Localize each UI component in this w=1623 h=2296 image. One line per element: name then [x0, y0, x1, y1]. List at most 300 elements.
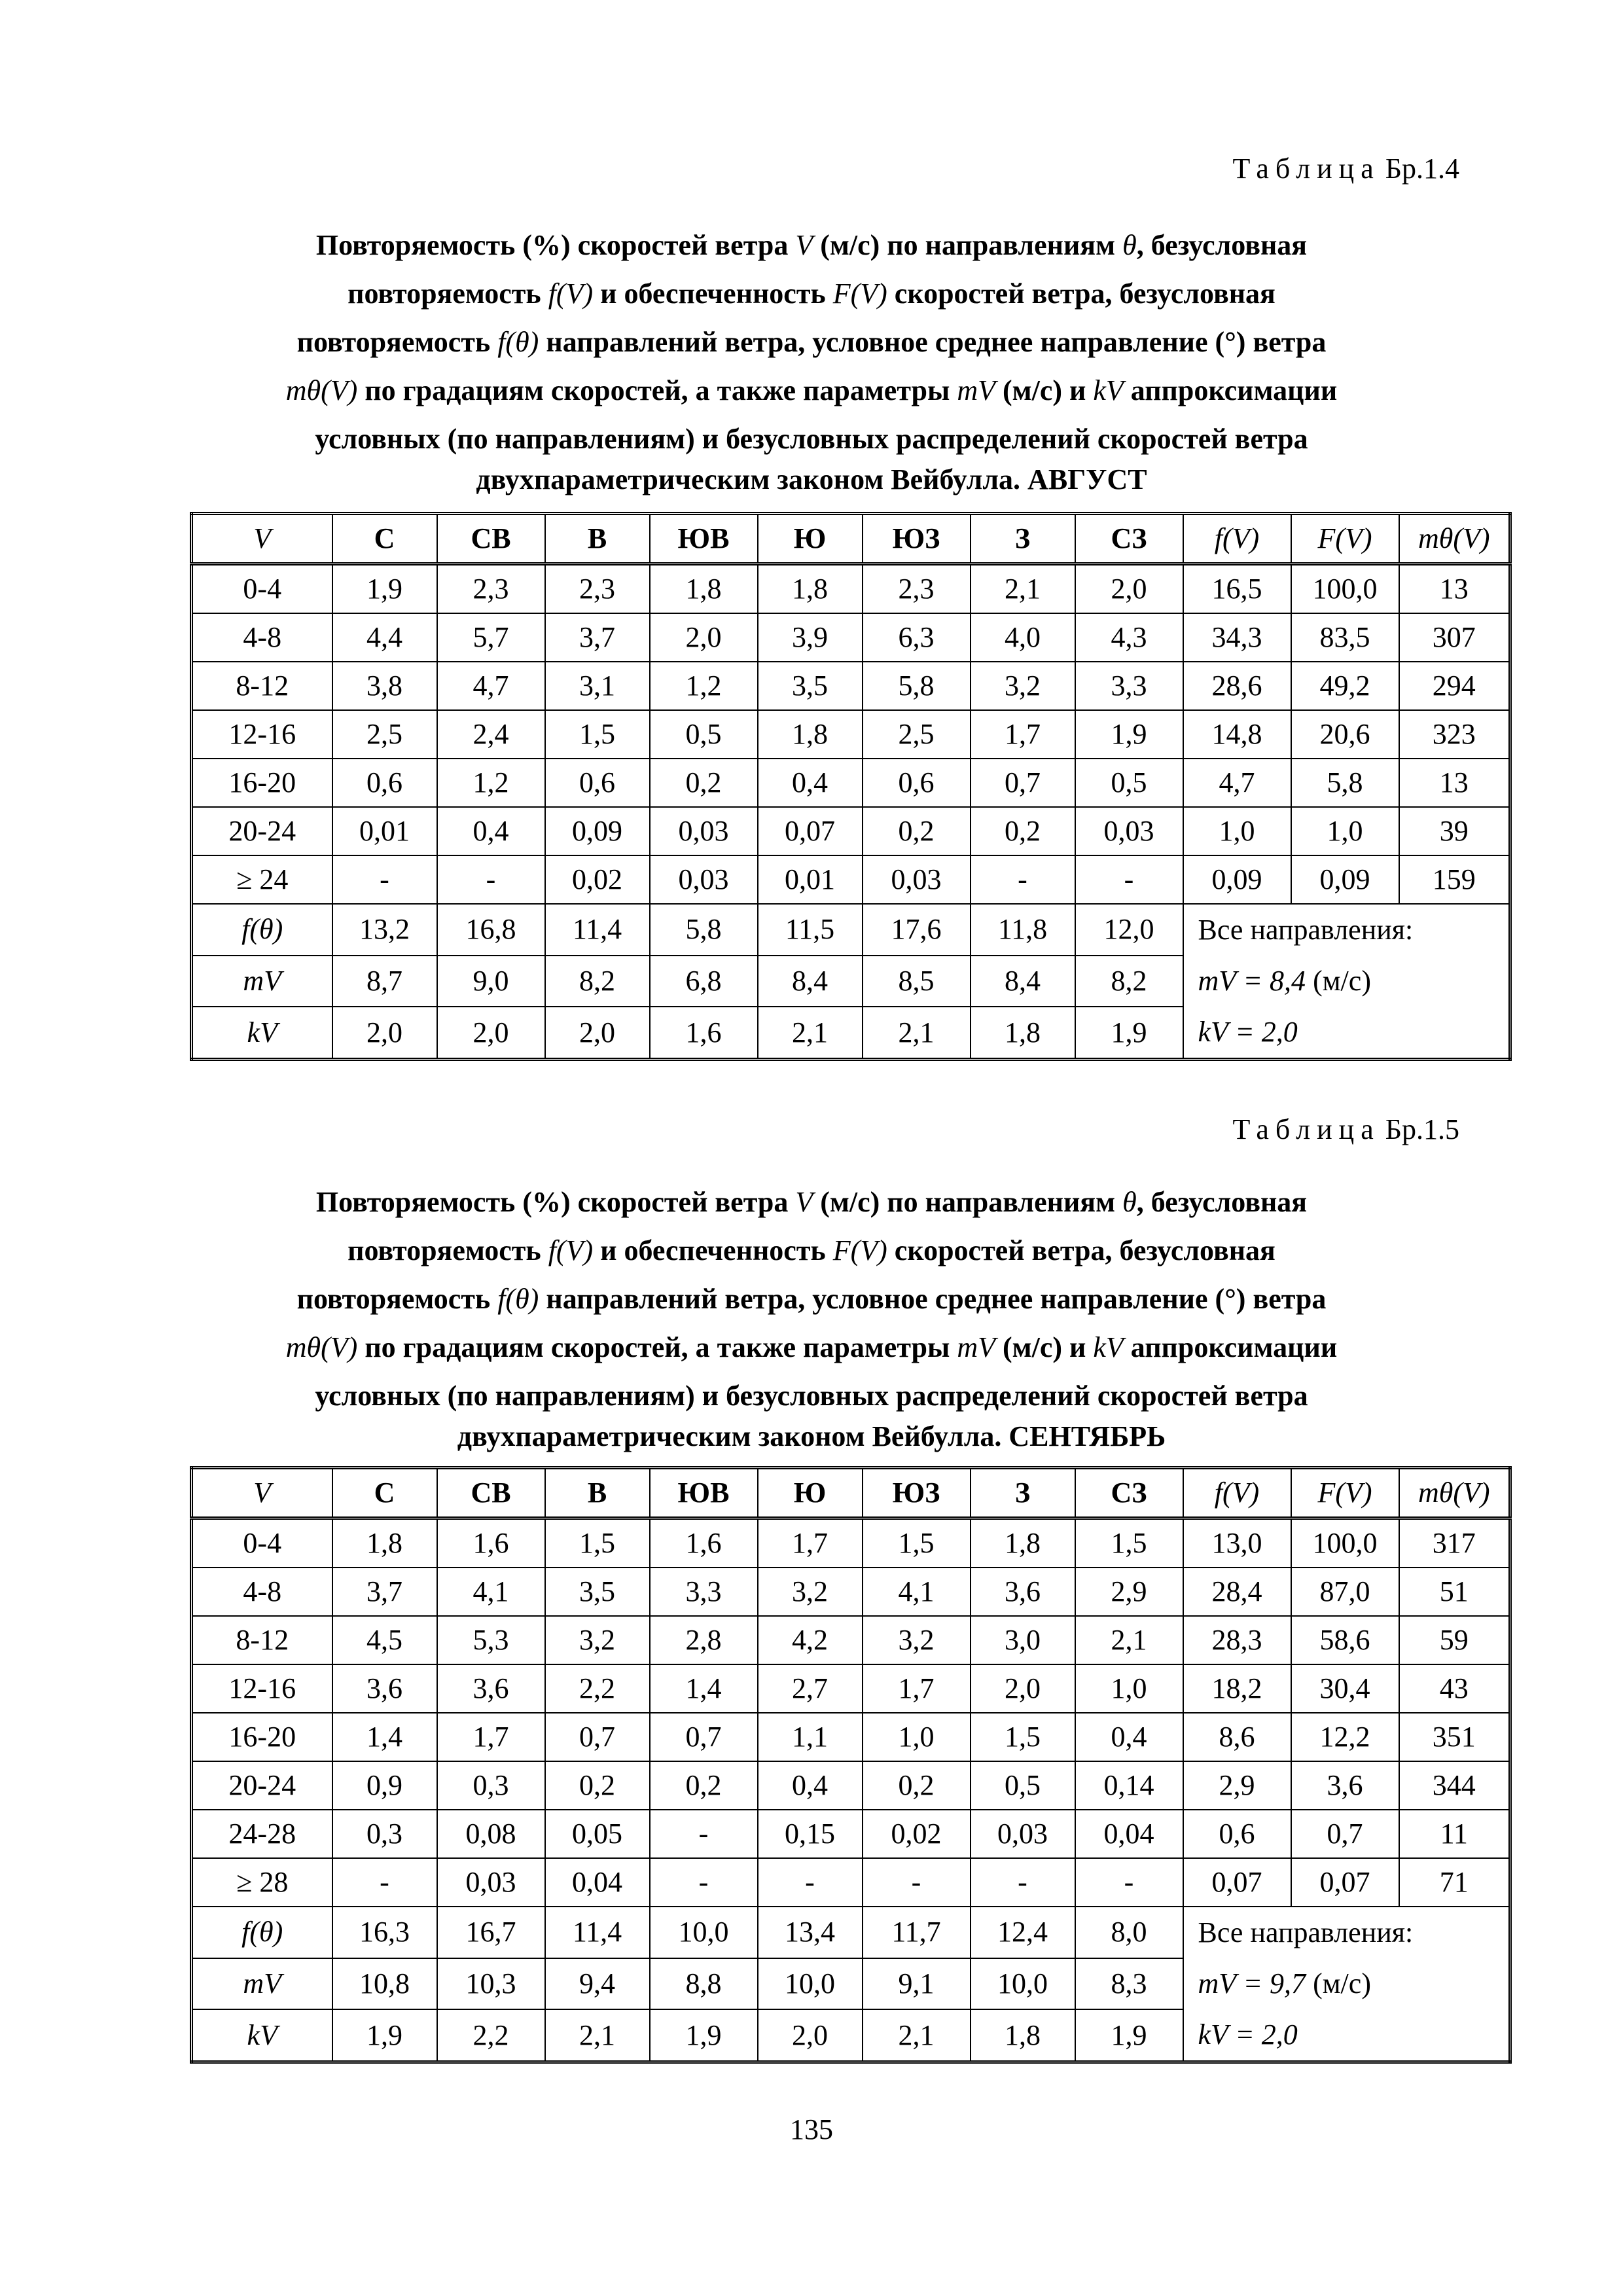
value-cell: 3,6	[971, 1568, 1075, 1616]
header-cell: СЗ	[1075, 514, 1183, 564]
value-cell: 87,0	[1291, 1568, 1399, 1616]
param-value-cell: 1,9	[650, 2009, 758, 2062]
param-value-cell: 2,2	[437, 2009, 545, 2062]
value-cell: 2,3	[545, 564, 650, 614]
value-cell: 344	[1399, 1761, 1510, 1810]
param-value-cell: 9,4	[545, 1958, 650, 2010]
value-cell: 28,3	[1183, 1616, 1291, 1664]
header-cell: f(V)	[1183, 514, 1291, 564]
header-cell: СЗ	[1075, 1468, 1183, 1518]
param-value-cell: 8,7	[332, 956, 437, 1007]
value-cell: 1,7	[863, 1664, 971, 1713]
value-cell: 1,6	[437, 1518, 545, 1568]
value-cell: 0,03	[863, 855, 971, 904]
summary-title: Все направления:	[1198, 1916, 1414, 1948]
value-cell: 0,5	[650, 710, 758, 759]
value-cell: 1,8	[332, 1518, 437, 1568]
speed-range-cell: ≥ 24	[192, 855, 332, 904]
value-cell: 0,7	[650, 1713, 758, 1761]
value-cell: 0,2	[863, 1761, 971, 1810]
value-cell: 0,7	[971, 759, 1075, 807]
value-cell: 0,09	[545, 807, 650, 855]
header-cell: ЮЗ	[863, 514, 971, 564]
table-label	[1233, 1113, 1459, 1146]
param-value-cell: 2,0	[332, 1007, 437, 1059]
value-cell: 2,5	[332, 710, 437, 759]
param-value-cell: 8,3	[1075, 1958, 1183, 2010]
param-value-cell: 1,8	[971, 2009, 1075, 2062]
value-cell: 3,7	[332, 1568, 437, 1616]
value-cell: 0,2	[650, 759, 758, 807]
header-cell: С	[332, 514, 437, 564]
wind-table-september	[190, 1466, 1512, 2064]
page-number: 135	[790, 2113, 833, 2145]
value-cell: 0,4	[758, 1761, 863, 1810]
value-cell: 59	[1399, 1616, 1510, 1664]
value-cell: 3,6	[437, 1664, 545, 1713]
value-cell: 0,6	[545, 759, 650, 807]
summary-mv	[1198, 1958, 1509, 2009]
value-cell: 1,5	[971, 1713, 1075, 1761]
value-cell: 0,03	[1075, 807, 1183, 855]
header-cell: СВ	[437, 514, 545, 564]
value-cell: 0,07	[1291, 1858, 1399, 1907]
table-label-number: Бр.1.4	[1385, 152, 1459, 185]
value-cell: 2,1	[971, 564, 1075, 614]
value-cell: 4,2	[758, 1616, 863, 1664]
speed-range-cell: 12-16	[192, 710, 332, 759]
value-cell: 0,4	[437, 807, 545, 855]
value-cell: 307	[1399, 613, 1510, 662]
speed-range-cell: 4-8	[192, 1568, 332, 1616]
param-value-cell: 16,8	[437, 904, 545, 956]
value-cell: 0,02	[545, 855, 650, 904]
value-cell: 6,3	[863, 613, 971, 662]
header-cell: З	[971, 514, 1075, 564]
speed-range-cell: 4-8	[192, 613, 332, 662]
table-row	[192, 1568, 1510, 1616]
caption-line-5: условных (по направлениям) и безусловных распределений скоростей ветра	[315, 423, 1308, 455]
param-value-cell: 10,3	[437, 1958, 545, 2010]
param-value-cell: 2,1	[545, 2009, 650, 2062]
value-cell: 3,2	[863, 1616, 971, 1664]
header-cell: V	[192, 514, 332, 564]
header-cell: f(V)	[1183, 1468, 1291, 1518]
value-cell: 5,3	[437, 1616, 545, 1664]
value-cell: 1,7	[437, 1713, 545, 1761]
param-value-cell: 11,4	[545, 1907, 650, 1958]
param-value-cell: 13,4	[758, 1907, 863, 1958]
value-cell: 1,5	[545, 1518, 650, 1568]
value-cell: 2,0	[971, 1664, 1075, 1713]
value-cell: 4,4	[332, 613, 437, 662]
caption-line-1: Повторяемость (%) скоростей ветра V (м/с) по направлениям θ, безусловная	[315, 229, 1308, 261]
speed-range-cell: 24-28	[192, 1810, 332, 1858]
param-value-cell: 2,1	[758, 1007, 863, 1059]
param-value-cell: 6,8	[650, 956, 758, 1007]
table-caption	[164, 1178, 1459, 1453]
param-value-cell: 2,1	[863, 1007, 971, 1059]
value-cell: 43	[1399, 1664, 1510, 1713]
param-value-cell: 1,9	[1075, 1007, 1183, 1059]
caption-line-6: двухпараметрическим законом Вейбулла. АВГУСТ	[476, 463, 1147, 495]
value-cell: 3,1	[545, 662, 650, 710]
value-cell: -	[332, 855, 437, 904]
value-cell: 0,01	[332, 807, 437, 855]
value-cell: 3,0	[971, 1616, 1075, 1664]
value-cell: 2,8	[650, 1616, 758, 1664]
speed-range-cell: 16-20	[192, 759, 332, 807]
value-cell: 323	[1399, 710, 1510, 759]
table-row	[192, 1518, 1510, 1568]
value-cell: 0,07	[1183, 1858, 1291, 1907]
param-value-cell: 8,4	[971, 956, 1075, 1007]
value-cell: 39	[1399, 807, 1510, 855]
summary-cell	[1183, 1907, 1510, 2062]
value-cell: 1,5	[1075, 1518, 1183, 1568]
value-cell: 2,3	[863, 564, 971, 614]
value-cell: 1,5	[863, 1518, 971, 1568]
value-cell: -	[1075, 1858, 1183, 1907]
value-cell: 1,5	[545, 710, 650, 759]
value-cell: -	[971, 1858, 1075, 1907]
header-cell: F(V)	[1291, 514, 1399, 564]
param-value-cell: 11,4	[545, 904, 650, 956]
value-cell: 11	[1399, 1810, 1510, 1858]
param-value-cell: 11,7	[863, 1907, 971, 1958]
value-cell: 18,2	[1183, 1664, 1291, 1713]
value-cell: 100,0	[1291, 1518, 1399, 1568]
caption-line-2: повторяемость f(V) и обеспеченность F(V) скоростей ветра, безусловная	[348, 278, 1275, 310]
table-row	[192, 807, 1510, 855]
param-value-cell: 8,2	[1075, 956, 1183, 1007]
value-cell: 0,2	[971, 807, 1075, 855]
param-name-cell: mV	[192, 956, 332, 1007]
value-cell: 1,9	[1075, 710, 1183, 759]
value-cell: 0,6	[863, 759, 971, 807]
value-cell: 30,4	[1291, 1664, 1399, 1713]
param-name-cell: kV	[192, 2009, 332, 2062]
table-row	[192, 662, 1510, 710]
param-value-cell: 2,0	[437, 1007, 545, 1059]
value-cell: 4,7	[437, 662, 545, 710]
value-cell: 351	[1399, 1713, 1510, 1761]
summary-mv-unit: (м/с)	[1313, 965, 1371, 997]
value-cell: 4,7	[1183, 759, 1291, 807]
value-cell: 2,9	[1183, 1761, 1291, 1810]
table-header-row	[192, 514, 1510, 564]
summary-mv-value: mV = 8,4	[1198, 965, 1306, 997]
value-cell: 0,6	[1183, 1810, 1291, 1858]
value-cell: 2,1	[1075, 1616, 1183, 1664]
value-cell: 2,9	[1075, 1568, 1183, 1616]
summary-kv	[1198, 1007, 1509, 1058]
value-cell: 0,5	[971, 1761, 1075, 1810]
header-cell: СВ	[437, 1468, 545, 1518]
param-value-cell: 8,0	[1075, 1907, 1183, 1958]
value-cell: -	[332, 1858, 437, 1907]
param-value-cell: 10,0	[650, 1907, 758, 1958]
table-caption	[164, 221, 1459, 496]
value-cell: 2,4	[437, 710, 545, 759]
value-cell: 51	[1399, 1568, 1510, 1616]
caption-line-5: условных (по направлениям) и безусловных распределений скоростей ветра	[315, 1380, 1308, 1412]
summary-title: Все направления:	[1198, 914, 1414, 946]
header-cell: F(V)	[1291, 1468, 1399, 1518]
header-cell: Ю	[758, 1468, 863, 1518]
value-cell: 294	[1399, 662, 1510, 710]
speed-range-cell: ≥ 28	[192, 1858, 332, 1907]
param-name-cell: f(θ)	[192, 1907, 332, 1958]
value-cell: 0,09	[1291, 855, 1399, 904]
value-cell: 3,2	[545, 1616, 650, 1664]
value-cell: 1,2	[437, 759, 545, 807]
table-row	[192, 1810, 1510, 1858]
value-cell: 1,0	[863, 1713, 971, 1761]
value-cell: 13	[1399, 759, 1510, 807]
value-cell: 1,0	[1291, 807, 1399, 855]
value-cell: 8,6	[1183, 1713, 1291, 1761]
value-cell: 1,8	[650, 564, 758, 614]
param-value-cell: 8,4	[758, 956, 863, 1007]
value-cell: 0,01	[758, 855, 863, 904]
value-cell: 2,2	[545, 1664, 650, 1713]
value-cell: 3,9	[758, 613, 863, 662]
value-cell: 13	[1399, 564, 1510, 614]
value-cell: 34,3	[1183, 613, 1291, 662]
param-value-cell: 10,0	[971, 1958, 1075, 2010]
header-cell: Ю	[758, 514, 863, 564]
value-cell: 4,0	[971, 613, 1075, 662]
speed-range-cell: 8-12	[192, 662, 332, 710]
value-cell: 3,3	[650, 1568, 758, 1616]
value-cell: 20,6	[1291, 710, 1399, 759]
value-cell: 0,3	[437, 1761, 545, 1810]
value-cell: 3,7	[545, 613, 650, 662]
value-cell: 0,03	[650, 807, 758, 855]
value-cell: 3,6	[332, 1664, 437, 1713]
table-row	[192, 564, 1510, 614]
header-cell: ЮВ	[650, 1468, 758, 1518]
param-value-cell: 10,8	[332, 1958, 437, 2010]
value-cell: -	[863, 1858, 971, 1907]
value-cell: 0,07	[758, 807, 863, 855]
header-cell: З	[971, 1468, 1075, 1518]
value-cell: 28,4	[1183, 1568, 1291, 1616]
value-cell: 16,5	[1183, 564, 1291, 614]
summary-mv-value: mV = 9,7	[1198, 1967, 1306, 2000]
table-label	[1233, 152, 1459, 185]
value-cell: 1,4	[650, 1664, 758, 1713]
value-cell: 0,3	[332, 1810, 437, 1858]
value-cell: 0,03	[971, 1810, 1075, 1858]
table-row	[192, 1616, 1510, 1664]
table-row	[192, 1761, 1510, 1810]
value-cell: -	[650, 1810, 758, 1858]
value-cell: 0,08	[437, 1810, 545, 1858]
header-cell: ЮВ	[650, 514, 758, 564]
value-cell: -	[437, 855, 545, 904]
value-cell: 3,2	[971, 662, 1075, 710]
header-cell: mθ(V)	[1399, 1468, 1510, 1518]
value-cell: 0,5	[1075, 759, 1183, 807]
param-value-cell: 1,9	[1075, 2009, 1183, 2062]
value-cell: -	[758, 1858, 863, 1907]
value-cell: 4,5	[332, 1616, 437, 1664]
header-cell: В	[545, 1468, 650, 1518]
param-value-cell: 2,1	[863, 2009, 971, 2062]
summary-kv-value: kV = 2,0	[1198, 2018, 1298, 2051]
summary-kv-value: kV = 2,0	[1198, 1016, 1298, 1048]
table-label-word: Таблица	[1232, 1113, 1380, 1145]
value-cell: 1,7	[971, 710, 1075, 759]
value-cell: 58,6	[1291, 1616, 1399, 1664]
speed-range-cell: 16-20	[192, 1713, 332, 1761]
value-cell: 0,09	[1183, 855, 1291, 904]
value-cell: 3,2	[758, 1568, 863, 1616]
header-cell: V	[192, 1468, 332, 1518]
param-value-cell: 8,2	[545, 956, 650, 1007]
param-name-cell: kV	[192, 1007, 332, 1059]
speed-range-cell: 20-24	[192, 807, 332, 855]
param-value-cell: 17,6	[863, 904, 971, 956]
caption-line-3: повторяемость f(θ) направлений ветра, условное среднее направление (°) ветра	[296, 326, 1327, 358]
table-row	[192, 1713, 1510, 1761]
value-cell: 2,0	[1075, 564, 1183, 614]
header-cell: С	[332, 1468, 437, 1518]
param-row	[192, 904, 1510, 956]
param-value-cell: 12,0	[1075, 904, 1183, 956]
param-value-cell: 2,0	[545, 1007, 650, 1059]
param-value-cell: 1,8	[971, 1007, 1075, 1059]
value-cell: 3,5	[545, 1568, 650, 1616]
value-cell: 0,7	[1291, 1810, 1399, 1858]
value-cell: 1,0	[1075, 1664, 1183, 1713]
summary-kv	[1198, 2009, 1509, 2060]
summary-cell	[1183, 904, 1510, 1060]
value-cell: 317	[1399, 1518, 1510, 1568]
value-cell: 100,0	[1291, 564, 1399, 614]
param-value-cell: 1,6	[650, 1007, 758, 1059]
value-cell: 0,4	[758, 759, 863, 807]
param-value-cell: 9,0	[437, 956, 545, 1007]
param-value-cell: 11,5	[758, 904, 863, 956]
value-cell: 0,04	[545, 1858, 650, 1907]
param-value-cell: 13,2	[332, 904, 437, 956]
value-cell: 1,8	[971, 1518, 1075, 1568]
value-cell: 1,7	[758, 1518, 863, 1568]
caption-line-2: повторяемость f(V) и обеспеченность F(V) скоростей ветра, безусловная	[348, 1234, 1275, 1266]
speed-range-cell: 0-4	[192, 564, 332, 614]
table-header-row	[192, 1468, 1510, 1518]
value-cell: 0,6	[332, 759, 437, 807]
caption-line-3: повторяемость f(θ) направлений ветра, условное среднее направление (°) ветра	[296, 1283, 1327, 1315]
value-cell: 83,5	[1291, 613, 1399, 662]
summary-mv	[1198, 956, 1509, 1007]
value-cell: 2,5	[863, 710, 971, 759]
value-cell: 4,1	[437, 1568, 545, 1616]
table-row	[192, 1858, 1510, 1907]
caption-line-4: mθ(V) по градациям скоростей, а также параметры mV (м/с) и kV аппроксимации	[285, 374, 1338, 406]
param-value-cell: 11,8	[971, 904, 1075, 956]
value-cell: 159	[1399, 855, 1510, 904]
caption-line-1: Повторяемость (%) скоростей ветра V (м/с) по направлениям θ, безусловная	[315, 1186, 1308, 1218]
value-cell: 0,05	[545, 1810, 650, 1858]
value-cell: 4,3	[1075, 613, 1183, 662]
table-row	[192, 1664, 1510, 1713]
table-label-word: Таблица	[1232, 152, 1380, 185]
value-cell: 2,0	[650, 613, 758, 662]
value-cell: 5,8	[1291, 759, 1399, 807]
value-cell: 3,3	[1075, 662, 1183, 710]
speed-range-cell: 0-4	[192, 1518, 332, 1568]
value-cell: 0,7	[545, 1713, 650, 1761]
table-label-number: Бр.1.5	[1385, 1113, 1459, 1145]
table-row	[192, 710, 1510, 759]
value-cell: 2,7	[758, 1664, 863, 1713]
value-cell: -	[650, 1858, 758, 1907]
caption-line-4: mθ(V) по градациям скоростей, а также параметры mV (м/с) и kV аппроксимации	[285, 1331, 1338, 1363]
value-cell: 71	[1399, 1858, 1510, 1907]
value-cell: 0,03	[437, 1858, 545, 1907]
speed-range-cell: 8-12	[192, 1616, 332, 1664]
value-cell: 1,1	[758, 1713, 863, 1761]
value-cell: 0,9	[332, 1761, 437, 1810]
speed-range-cell: 12-16	[192, 1664, 332, 1713]
value-cell: 0,2	[545, 1761, 650, 1810]
value-cell: 0,02	[863, 1810, 971, 1858]
value-cell: 1,8	[758, 564, 863, 614]
param-value-cell: 8,5	[863, 956, 971, 1007]
param-value-cell: 16,7	[437, 1907, 545, 1958]
param-value-cell: 1,9	[332, 2009, 437, 2062]
param-name-cell: mV	[192, 1958, 332, 2010]
value-cell: 1,4	[332, 1713, 437, 1761]
value-cell: -	[971, 855, 1075, 904]
param-name-cell: f(θ)	[192, 904, 332, 956]
wind-table-august	[190, 512, 1512, 1061]
param-value-cell: 10,0	[758, 1958, 863, 2010]
value-cell: 1,0	[1183, 807, 1291, 855]
value-cell: 3,5	[758, 662, 863, 710]
param-value-cell: 16,3	[332, 1907, 437, 1958]
value-cell: 1,2	[650, 662, 758, 710]
value-cell: 3,8	[332, 662, 437, 710]
value-cell: 0,4	[1075, 1713, 1183, 1761]
value-cell: 1,8	[758, 710, 863, 759]
speed-range-cell: 20-24	[192, 1761, 332, 1810]
table-row	[192, 759, 1510, 807]
value-cell: 4,1	[863, 1568, 971, 1616]
param-value-cell: 2,0	[758, 2009, 863, 2062]
table-row	[192, 613, 1510, 662]
summary-mv-unit: (м/с)	[1313, 1967, 1371, 2000]
value-cell: 13,0	[1183, 1518, 1291, 1568]
param-row	[192, 1907, 1510, 1958]
value-cell: 5,8	[863, 662, 971, 710]
value-cell: 0,15	[758, 1810, 863, 1858]
caption-line-6: двухпараметрическим законом Вейбулла. СЕНТЯБРЬ	[457, 1420, 1166, 1452]
value-cell: 0,2	[650, 1761, 758, 1810]
value-cell: 12,2	[1291, 1713, 1399, 1761]
value-cell: 0,14	[1075, 1761, 1183, 1810]
value-cell: 1,9	[332, 564, 437, 614]
header-cell: mθ(V)	[1399, 514, 1510, 564]
header-cell: ЮЗ	[863, 1468, 971, 1518]
header-cell: В	[545, 514, 650, 564]
value-cell: 0,2	[863, 807, 971, 855]
value-cell: 2,3	[437, 564, 545, 614]
